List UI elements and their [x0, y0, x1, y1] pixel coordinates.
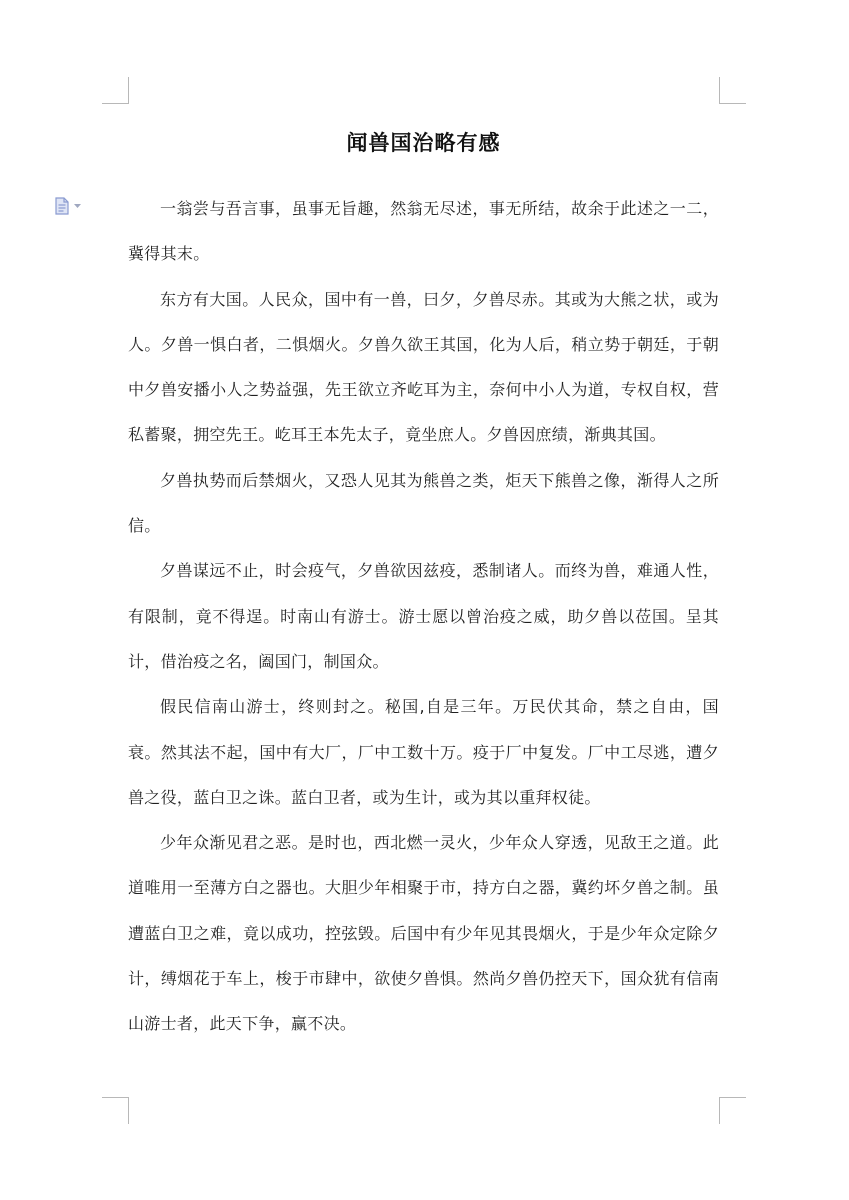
margin-mark-top-right	[719, 77, 746, 104]
paragraph-5[interactable]: 假民信南山游士，终则封之。秘国,自是三年。万民伏其命，禁之自由，国衰。然其法不起，国中有大厂，厂中工数十万。疫于厂中复发。厂中工尽逃，遭夕兽之役，蓝白卫之诛。蓝白卫者，或为生计，或为其以重拜权徒。	[128, 697, 719, 807]
paragraph-handle-button[interactable]	[54, 197, 90, 215]
caret-down-icon	[74, 204, 81, 209]
document-icon	[54, 197, 70, 215]
margin-mark-bottom-right	[719, 1097, 746, 1124]
document-title: 闻兽国治略有感	[346, 131, 501, 155]
document-body[interactable]	[128, 186, 719, 1047]
paragraph-3[interactable]: 夕兽执势而后禁烟火，又恐人见其为熊兽之类，炬天下熊兽之像，渐得人之所信。	[128, 470, 719, 536]
paragraph-1[interactable]: 一翁尝与吾言事，虽事无旨趣，然翁无尽述，事无所结，故余于此述之一二，冀得其末。	[128, 199, 719, 264]
margin-mark-top-left	[102, 77, 129, 104]
margin-mark-bottom-left	[102, 1097, 129, 1124]
paragraph-4[interactable]: 夕兽谋远不止，时会疫气，夕兽欲因兹疫，悉制诸人。而终为兽，难通人性，有限制，竟不得逞。时南山有游士。游士愿以曾治疫之威，助夕兽以莅国。呈其计，借治疫之名，阖国门，制国众。	[128, 561, 719, 671]
paragraph-6[interactable]: 少年众渐见君之恶。是时也，西北燃一灵火，少年众人穿透，见敌王之道。此道唯用一至薄方白之器也。大胆少年相聚于市，持方白之器，冀约坏夕兽之制。虽遭蓝白卫之难，竟以成功，控弦毁。后国中有少年见其畏烟火，于是少年众定除夕计，缚烟花于车上，梭于市肆中，欲使夕兽惧。然尚夕兽仍控天下，国众犹有信南山游士者，此天下争，赢不决。	[128, 833, 719, 1034]
paragraph-2[interactable]: 东方有大国。人民众，国中有一兽，曰夕，夕兽尽赤。其或为大熊之状，或为人。夕兽一惧白者，二惧烟火。夕兽久欲王其国，化为人后，稍立势于朝廷，于朝中夕兽安播小人之势益强，先王欲立齐屹耳为主，奈何中小人为道，专权自权，营私蓄聚，拥空先王。屹耳王本先太子，竟坐庶人。夕兽因庶绩，渐典其国。	[128, 289, 719, 445]
